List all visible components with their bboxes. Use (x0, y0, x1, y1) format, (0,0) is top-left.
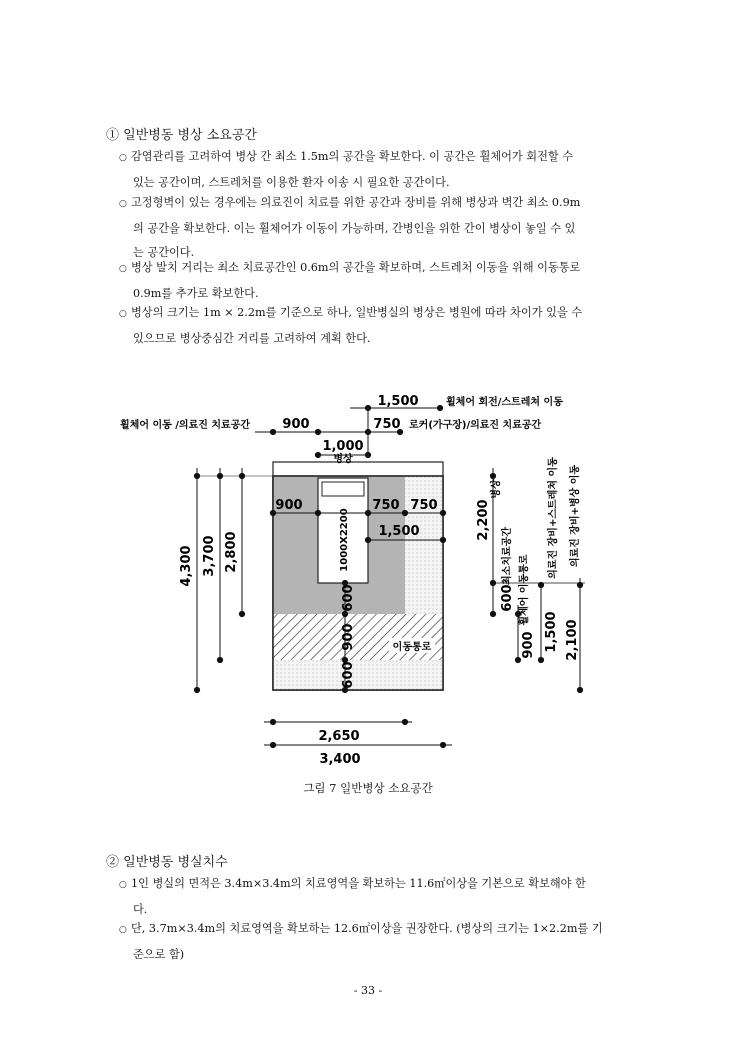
right-dim-1500: 1,500 (544, 611, 559, 653)
figure-caption: 그림 7 일반병상 소요공간 (303, 781, 433, 795)
bullet-text: 1인 병실의 면적은 3.4m×3.4m의 치료영역을 확보하는 11.6㎡이상을 기본으로 확보해야 한 (131, 877, 586, 890)
page-number: - 33 - (353, 984, 383, 997)
wall-locker (273, 462, 443, 476)
bullet-icon: ○ (119, 880, 127, 890)
section2-title: ② 일반병동 병실치수 (106, 855, 228, 870)
section1-bullet-4 (119, 301, 649, 351)
left-dim-4300: 4,300 (179, 545, 194, 587)
bullet-icon: ○ (119, 264, 127, 274)
right-label-wheelchair-path: 휠체어 이동통로 (519, 554, 530, 626)
section1-bullet-2 (119, 191, 649, 266)
right-dim-2200: 2,200 (476, 499, 491, 541)
label-bed-top: 병상 (333, 454, 353, 465)
label-locker: 로커(가구장)/의료진 치료공간 (409, 420, 542, 431)
right-label-min-treatment: 최소치료공간 (502, 527, 513, 585)
inner-dim-1500: 1,500 (378, 524, 420, 539)
bullet-text: 있는 공간이며, 스트레처를 이용한 환자 이송 시 필요한 공간이다. (133, 175, 450, 189)
bullet-icon: ○ (119, 925, 127, 935)
bullet-icon: ○ (119, 199, 127, 209)
top-dim-750: 750 (373, 417, 401, 432)
bullet-text: 준으로 함) (133, 947, 185, 961)
top-dim-1500: 1,500 (377, 394, 419, 409)
left-dim-3700: 3,700 (202, 535, 217, 577)
section1-title: ① 일반병동 병상 소요공간 (106, 128, 257, 143)
dotted-area-right (405, 476, 443, 614)
bottom-dim-3400: 3,400 (319, 752, 361, 767)
top-dim-1000: 1,000 (322, 439, 364, 454)
corridor-hatch (273, 614, 443, 660)
section1-bullet-1 (119, 145, 649, 195)
right-label-bed: 병상 (491, 479, 502, 499)
section1-bullet-3 (119, 256, 649, 306)
inner-dim-750a: 750 (372, 498, 400, 513)
bullet-text: 다. (133, 902, 148, 916)
bullet-text: 0.9m를 추가로 확보한다. (133, 286, 259, 300)
right-dim-2100: 2,100 (565, 619, 580, 661)
bullet-text: 병상의 크기는 1m × 2.2m를 기준으로 하나, 일반병실의 병상은 병원에 따라 차이가 있을 수 (131, 306, 583, 319)
label-wheelchair-left: 휠체어 이동 /의료진 치료공간 (120, 420, 251, 431)
inner-dim-600b: 600 (341, 661, 356, 689)
bullet-icon: ○ (119, 309, 127, 319)
right-label-equip-stretcher: 의료진 장비+스트레쳐 이동 (548, 457, 559, 579)
bullet-text: 병상 발치 거리는 최소 치료공간인 0.6m의 공간을 확보하며, 스트레처 이동을 위해 이동통로 (131, 261, 581, 274)
right-dim-600: 600 (500, 584, 515, 612)
inner-dim-600a: 600 (341, 584, 356, 612)
label-wheelchair-turn: 휠체어 회전/스트레쳐 이동 (446, 397, 563, 408)
bullet-text: 는 공간이다. (133, 246, 195, 259)
corridor-label: 이동통로 (392, 642, 432, 653)
bottom-dim-2650: 2,650 (318, 729, 360, 744)
bed-space-diagram (0, 360, 736, 780)
right-label-equip-bed: 의료진 장비+병상 이동 (570, 464, 581, 568)
bullet-text: 의 공간을 확보한다. 이는 휠체어가 이동이 가능하며, 간병인을 위한 간이 병상이 놓일 수 있 (133, 221, 576, 235)
inner-dim-900b: 900 (341, 623, 356, 651)
top-dim-900: 900 (282, 417, 310, 432)
bed-size-label: 1000X2200 (339, 508, 350, 572)
bottom-dotted-area (273, 660, 443, 690)
bed-pillow (322, 482, 364, 496)
section2-bullet-1 (119, 872, 649, 922)
bullet-text: 감염관리를 고려하여 병상 간 최소 1.5m의 공간을 확보한다. 이 공간은 휠체어가 회전할 수 (131, 150, 574, 163)
section2-bullet-2 (119, 917, 649, 967)
inner-dim-900: 900 (275, 498, 303, 513)
inner-dim-750b: 750 (410, 498, 438, 513)
bullet-text: 있으므로 병상중심간 거리를 고려하여 계획 한다. (133, 331, 371, 345)
bullet-icon: ○ (119, 153, 127, 163)
left-dim-2800: 2,800 (224, 531, 239, 573)
bullet-text: 고정형벽이 있는 경우에는 의료진이 치료를 위한 공간과 장비를 위해 병상과 벽간 최소 0.9m (131, 196, 581, 209)
bullet-text: 단, 3.7m×3.4m의 치료영역을 확보하는 12.6㎡이상을 권장한다. (병상의 크기는 1×2.2m를 기 (131, 922, 603, 935)
right-dim-900: 900 (521, 631, 536, 659)
